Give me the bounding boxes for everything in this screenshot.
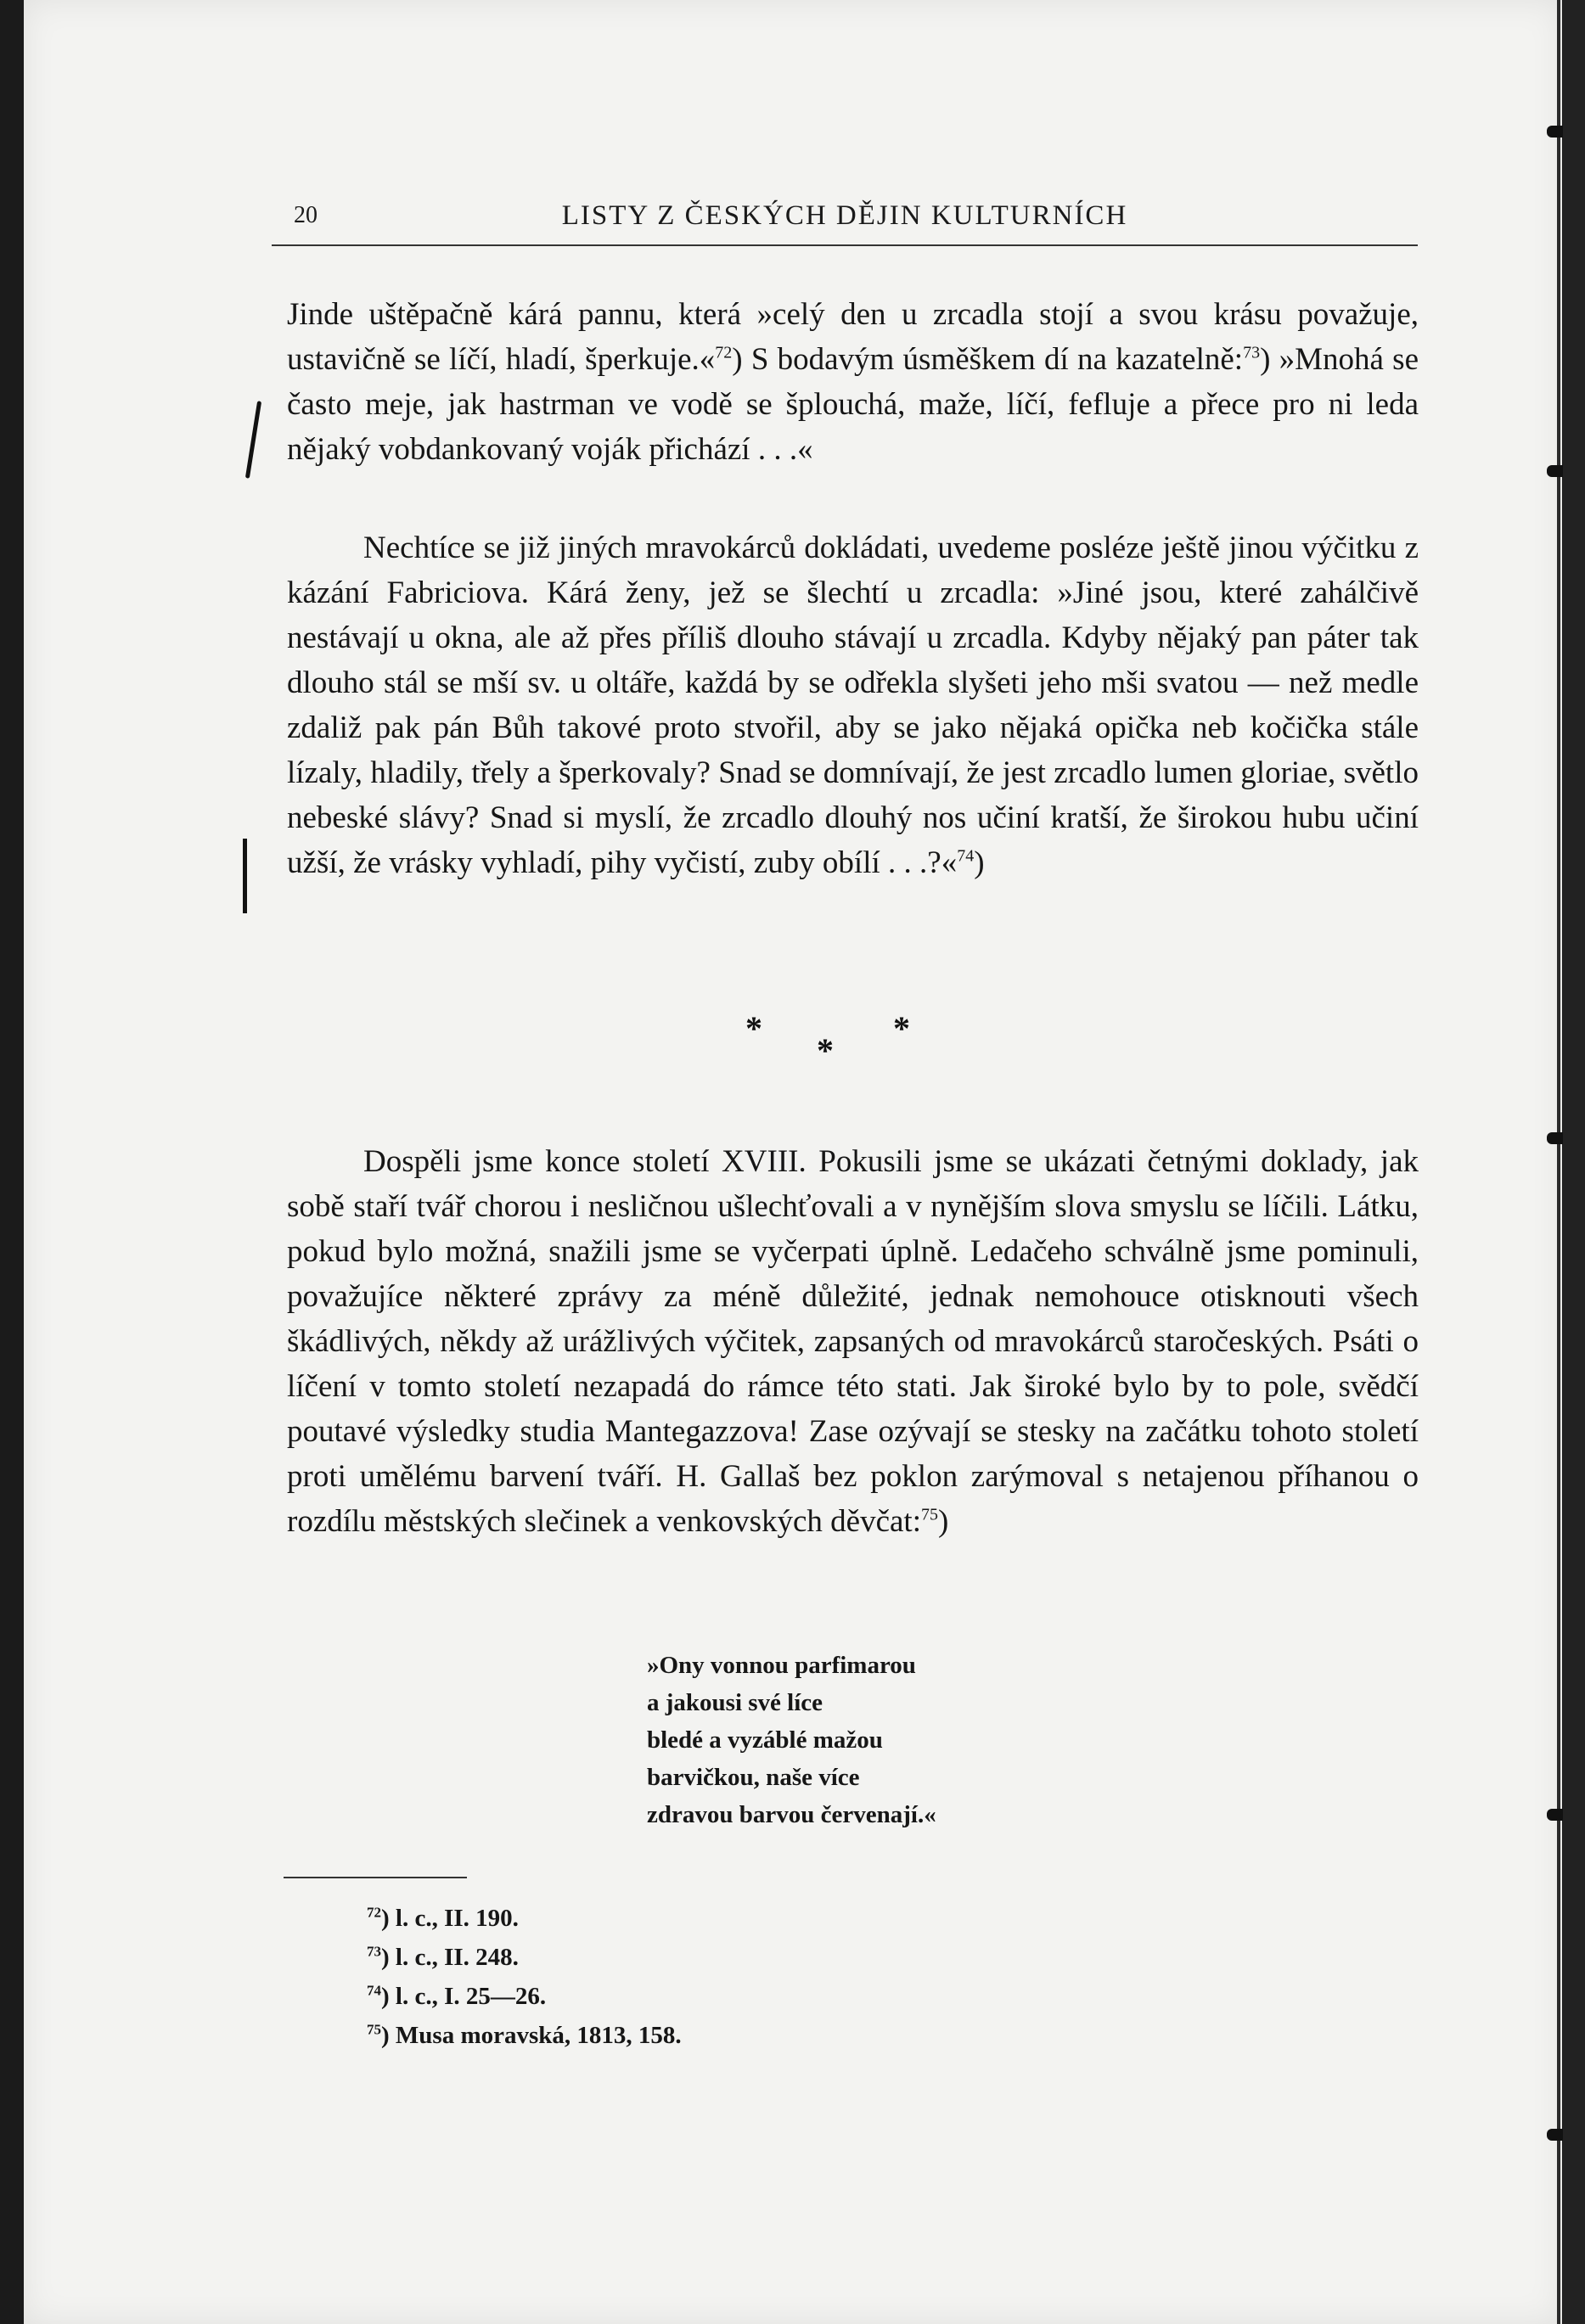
paragraph-text: ) [974, 845, 985, 880]
footnote-number: 73 [367, 1943, 381, 1960]
footnote-divider [284, 1877, 467, 1878]
separator-star: * [817, 1031, 834, 1069]
verse-line: »Ony vonnou parfimarou [647, 1652, 916, 1679]
footnote-reference: 73 [1243, 343, 1261, 362]
verse-line: barvičkou, naše více [647, 1764, 860, 1791]
footnote-text: ) l. c., II. 248. [381, 1944, 519, 1971]
footnote-reference: 75 [920, 1505, 938, 1524]
paragraph-text: Jinde uštěpačně kárá pannu, která »celý den u zrcadla stojí a svou krásu považuje, ustavičně se líčí, hladí, šperkuje.« [287, 297, 1419, 377]
paragraph-text: ) [937, 1504, 949, 1539]
footnote-number: 75 [367, 2021, 381, 2038]
footnote-number: 74 [367, 1982, 381, 1999]
verse-line: zdravou barvou červenají.« [647, 1801, 936, 1828]
footnote-reference: 72 [715, 343, 733, 362]
footnotes [367, 1899, 682, 2055]
margin-pencil-mark [245, 401, 261, 479]
footnote-reference: 74 [957, 846, 975, 866]
page-number: 20 [294, 202, 318, 228]
paragraph-text: ) S bodavým úsměškem dí na kazatelně: [732, 342, 1244, 377]
book-page [24, 0, 1562, 2324]
scan-edge-shadow [1563, 0, 1585, 2324]
paragraph-1 [287, 292, 1419, 472]
footnote [367, 1899, 682, 1938]
margin-pencil-mark [243, 839, 247, 913]
paragraph-2 [287, 525, 1419, 885]
verse-line: bledé a vyzáblé mažou [647, 1726, 883, 1754]
section-separator [0, 1008, 1585, 1076]
paragraph-3 [287, 1139, 1419, 1544]
verse-quote [647, 1647, 936, 1833]
separator-star: * [745, 1009, 762, 1047]
footnote [367, 1938, 682, 1977]
footnote [367, 2016, 682, 2055]
separator-star: * [893, 1009, 910, 1047]
paragraph-text: Nechtíce se již jiných mravokárců dokládati, uvedeme posléze ještě jinou výčitku z kázání Fabriciova. Kárá ženy, jež se šlechtí u zrcadla: »Jiné jsou, které zahálčivě nestávají u okna, ale až přes příliš dlouho stávají u zrcadla. Kdyby nějaký pan páter tak dlouho stál se mší sv. u oltáře, každá by se odřekla slyšeti jeho mši svatou — než medle zdaliž pak pán Bůh takové proto stvořil, aby se jako nějaká opička neb kočička stále lízaly, hladily, třely a šperkovaly? Snad se domnívají, že jest zrcadlo lumen gloriae, světlo nebeské slávy? Snad si myslí, že zrcadlo dlouhý nos učiní kratší, že širokou hubu učiní užší, že vrásky vyhladí, pihy vyčistí, zuby obílí . . .?« [287, 530, 1419, 880]
page-header [272, 200, 1418, 246]
paragraph-text: ) »Mnohá se často meje, jak hastrman ve vodě se šplouchá, maže, líčí, fefluje a přece pro ni leda nějaký vobdankovaný voják přichází . . .« [287, 342, 1419, 467]
verse-line: a jakousi své líce [647, 1689, 823, 1716]
footnote-text: ) l. c., II. 190. [381, 1905, 519, 1932]
binding-edge [1557, 0, 1560, 2324]
footnote-number: 72 [367, 1904, 381, 1921]
paragraph-text: Dospěli jsme konce století XVIII. Pokusili jsme se ukázati četnými doklady, jak sobě staří tvář chorou i nesličnou ušlechťovali a v nynějším slova smyslu se líčili. Látku, pokud bylo možná, snažili jsme se vyčerpati úplně. Ledačeho schválně jsme pominuli, považujíce některé zprávy za méně důležité, jednak nemohouce otisknouti všech škádlivých, někdy až urážlivých výčitek, zapsaných od mravokárců staročeských. Psáti o líčení v tomto století nezapadá do rámce této stati. Jak široké bylo by to pole, svědčí poutavé výsledky studia Mantegazzova! Zase ozývají se stesky na začátku tohoto století proti umělému barvení tváří. H. Gallaš bez poklon zarýmoval s netajenou příhanou o rozdílu městských slečinek a venkovských děvčat: [287, 1144, 1419, 1539]
footnote-text: ) Musa moravská, 1813, 158. [381, 2022, 682, 2049]
running-title: LISTY Z ČESKÝCH DĚJIN KULTURNÍCH [561, 200, 1128, 231]
footnote [367, 1977, 682, 2016]
footnote-text: ) l. c., I. 25—26. [381, 1983, 547, 2010]
